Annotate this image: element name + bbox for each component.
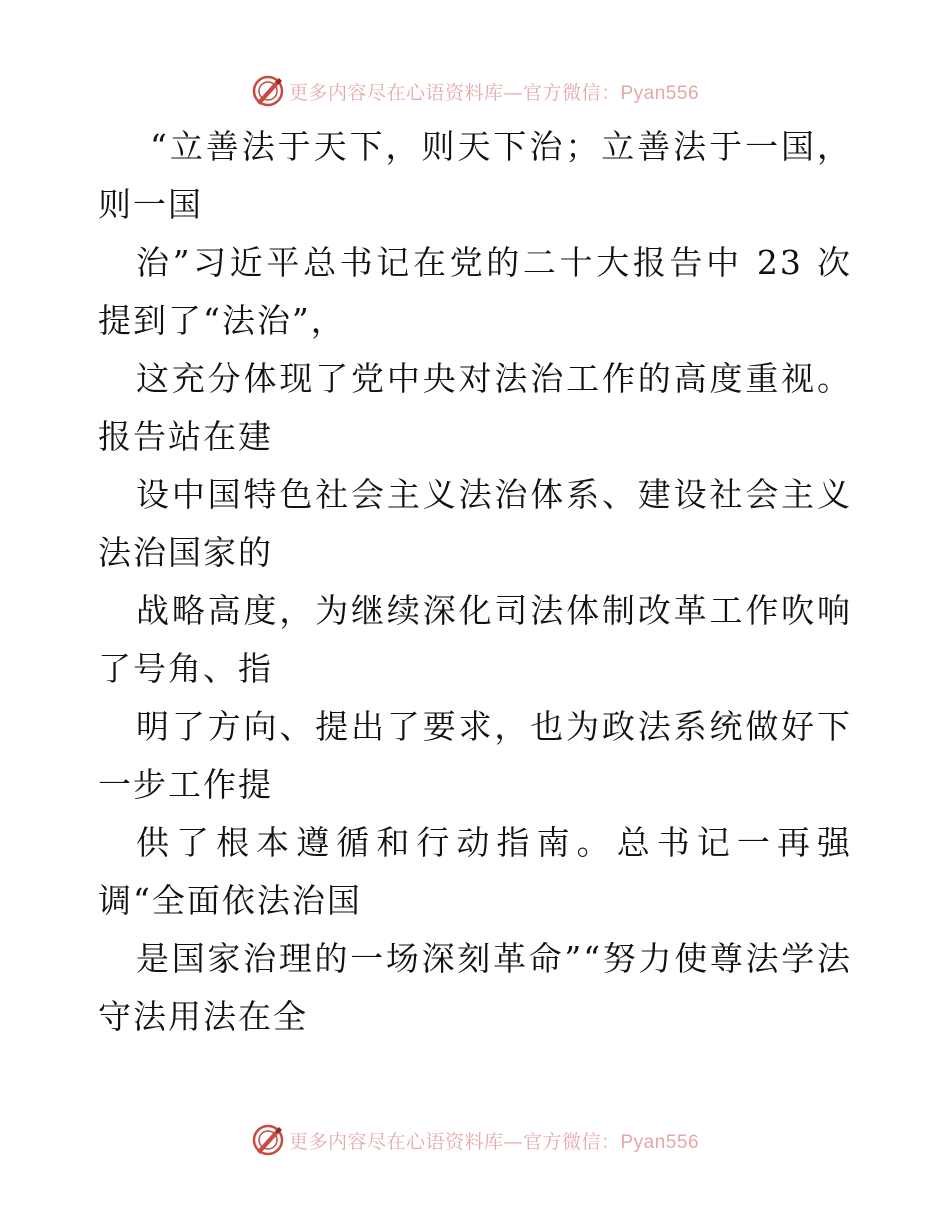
pen-circle-logo-icon	[251, 1123, 285, 1157]
header-banner	[0, 71, 950, 111]
footer-banner-cn: 更多内容尽在心语资料库—官方微信：	[288, 1130, 621, 1153]
footer-banner-wechat: Pyan556	[620, 1131, 700, 1153]
paragraph-1: “立善法于天下，则天下治；立善法于一国，则一国	[98, 127, 852, 224]
paragraph-8: 是国家治理的一场深刻革命”“努力使尊法学法守法用法在全	[98, 939, 852, 1036]
footer-banner-text	[289, 1127, 699, 1154]
pen-circle-logo-icon	[251, 74, 285, 108]
header-banner-wechat: Pyan556	[620, 82, 700, 104]
paragraph-4: 设中国特色社会主义法治体系、建设社会主义法治国家的	[98, 475, 852, 572]
paragraph-2: 治”习近平总书记在党的二十大报告中 23 次提到了“法治”，	[98, 243, 852, 340]
footer-banner	[0, 1120, 950, 1160]
paragraph-6: 明了方向、提出了要求，也为政法系统做好下一步工作提	[98, 707, 852, 804]
paragraph-5: 战略高度，为继续深化司法体制改革工作吹响了号角、指	[98, 591, 852, 688]
header-banner-text	[289, 78, 699, 105]
body-text	[98, 118, 852, 1046]
header-banner-cn: 更多内容尽在心语资料库—官方微信：	[288, 81, 621, 104]
paragraph-3: 这充分体现了党中央对法治工作的高度重视。报告站在建	[98, 359, 852, 456]
paragraph-7: 供了根本遵循和行动指南。总书记一再强调“全面依法治国	[98, 823, 852, 920]
